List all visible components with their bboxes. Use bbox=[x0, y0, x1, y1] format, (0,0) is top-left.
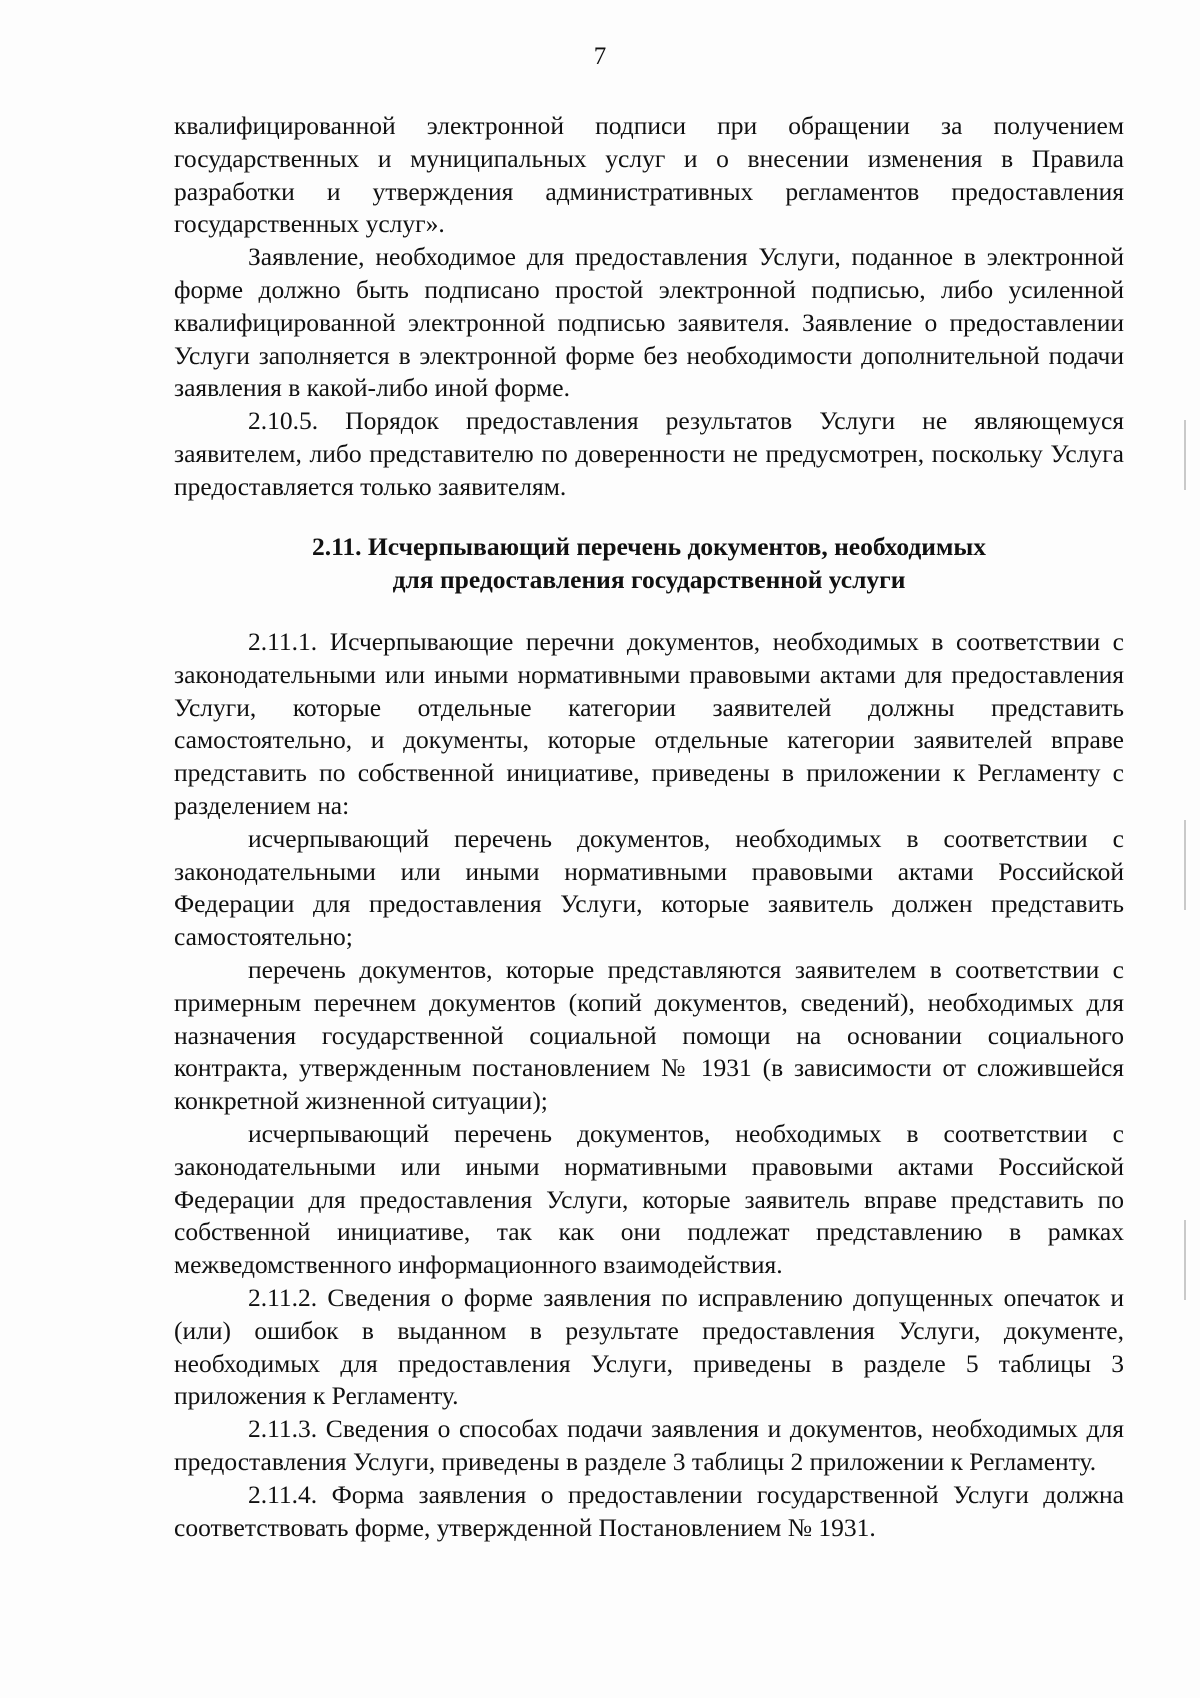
paragraph-2-10-5: 2.10.5. Порядок предоставления результатов Услуги не являющемуся заявителем, либо представителю по доверенности не предусмотрен, поскольку Услуга предоставляется только заявителям. bbox=[174, 406, 1124, 501]
scan-edge-mark bbox=[1184, 820, 1186, 910]
paragraph-2-11-3: 2.11.3. Сведения о способах подачи заявления и документов, необходимых для предоставления Услуги, приведены в разделе 3 таблицы 2 приложении к Регламенту. bbox=[174, 1414, 1124, 1476]
section-heading-line-1: 2.11. Исчерпывающий перечень документов, необходимых bbox=[311, 532, 987, 561]
section-heading-line-2: для предоставления государственной услуги bbox=[392, 565, 906, 594]
paragraph-2-11-2: 2.11.2. Сведения о форме заявления по исправлению допущенных опечаток и (или) ошибок в выданном в результате предоставления Услуги, документе, необходимых для предоставления Услуги, приведены в разделе 5 таблицы 3 приложения к Регламенту. bbox=[174, 1282, 1124, 1411]
section-heading-2-11 bbox=[174, 530, 1124, 596]
list-item-required-documents: исчерпывающий перечень документов, необходимых в соответствии с законодательными или иными нормативными правовыми актами Российской Федерации для предоставления Услуги, которые заявитель должен представить самостоятельно; bbox=[174, 823, 1124, 952]
scan-edge-mark bbox=[1184, 1220, 1186, 1300]
paragraph-2-11-4: 2.11.4. Форма заявления о предоставлении государственной Услуги должна соответствовать форме, утвержденной Постановлением № 1931. bbox=[174, 1479, 1124, 1542]
scan-edge-mark bbox=[1184, 420, 1186, 490]
page-number: 7 bbox=[593, 43, 607, 70]
main-text-block bbox=[174, 626, 1124, 1544]
paragraph-2-11-1: 2.11.1. Исчерпывающие перечни документов, необходимых в соответствии с законодательными или иными нормативными правовыми актами для предоставления Услуги, которые отдельные категории заявителей должны представить самостоятельно, и документы, которые отдельные категории заявителей вправе представить по собственной инициативе, приведены в приложении к Регламенту с разделением на: bbox=[174, 627, 1124, 820]
top-text-block bbox=[174, 110, 1124, 504]
paragraph-continuation: квалифицированной электронной подписи при обращении за получением государственных и муниципальных услуг и о внесении изменения в Правила разработки и утверждения административных регламентов предоставления государственных услуг». bbox=[174, 111, 1124, 239]
list-item-applicant-documents: перечень документов, которые представляются заявителем в соответствии с примерным перечнем документов (копий документов, сведений), необходимых для назначения государственной социальной помощи на основании социального контракта, утвержденным постановлением № 1931 (в зависимости от сложившейся конкретной жизненной ситуации); bbox=[174, 954, 1124, 1116]
paragraph-application-signature: Заявление, необходимое для предоставления Услуги, поданное в электронной форме должно быть подписано простой электронной подписью, либо усиленной квалифицированной электронной подписью заявителя. Заявление о предоставлении Услуги заполняется в электронной форме без необходимости дополнительной подачи заявления в какой-либо иной форме. bbox=[174, 242, 1124, 403]
list-item-optional-documents: исчерпывающий перечень документов, необходимых в соответствии с законодательными или иными нормативными правовыми актами Российской Федерации для предоставления Услуги, которые заявитель вправе представить по собственной инициативе, так как они подлежат представлению в рамках межведомственного информационного взаимодействия. bbox=[174, 1118, 1124, 1280]
